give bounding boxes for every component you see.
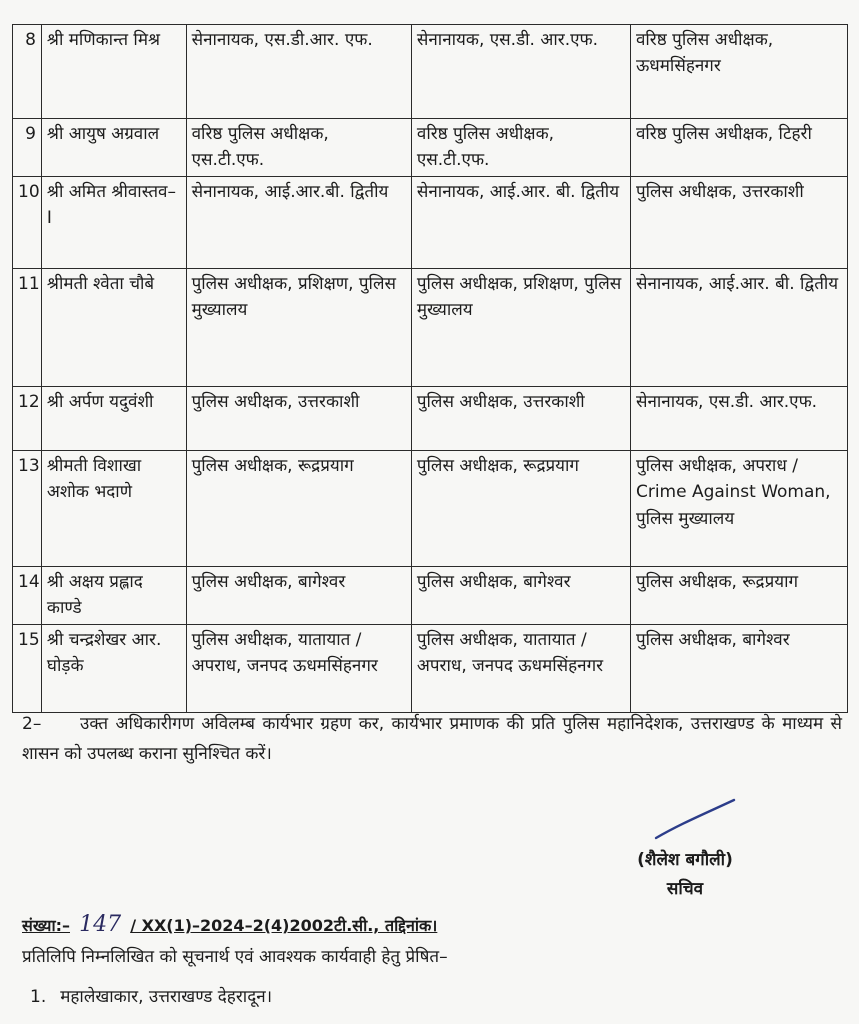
serial-number: 10 [13,177,42,269]
current-posting: पुलिस अधीक्षक, यातायात / अपराध, जनपद ऊधमसिंहनगर [186,625,411,713]
serial-number: 15 [13,625,42,713]
table-row [13,119,848,177]
paragraph-text: उक्त अधिकारीगण अविलम्ब कार्यभार ग्रहण कर, कार्यभार प्रमाणक की प्रति पुलिस महानिदेशक, उत्तराखण्ड के माध्यम से शासन को उपलब्ध कराना सुनिश्चित करें। [22,714,842,764]
signature-mark [652,796,742,844]
serial-number: 14 [13,567,42,625]
new-posting: सेनानायक, आई.आर. बी. द्वितीय [630,269,847,387]
transfer-table [12,24,848,713]
current-posting: सेनानायक, आई.आर.बी. द्वितीय [186,177,411,269]
posted-as: पुलिस अधीक्षक, प्रशिक्षण, पुलिस मुख्यालय [411,269,630,387]
table-row [13,269,848,387]
officer-name: श्री अमित श्रीवास्तव–I [41,177,186,269]
current-posting: पुलिस अधीक्षक, उत्तरकाशी [186,387,411,451]
reference-number: / XX(1)–2024–2(4)2002टी.सी., तद्दिनांक। [130,916,438,935]
table-row [13,387,848,451]
reference-line [22,912,437,937]
copy-intro: प्रतिलिपि निम्नलिखित को सूचनार्थ एवं आवश्यक कार्यवाही हेतु प्रेषित– [22,947,448,967]
table-row [13,567,848,625]
new-posting: वरिष्ठ पुलिस अधीक्षक, ऊधमसिंहनगर [630,25,847,119]
paragraph-number: 2– [22,714,42,734]
table-row [13,451,848,567]
list-item [30,984,272,1007]
posted-as: पुलिस अधीक्षक, बागेश्वर [411,567,630,625]
officer-name: श्रीमती विशाखा अशोक भदाणे [41,451,186,567]
officer-name: श्री अर्पण यदुवंशी [41,387,186,451]
new-posting: पुलिस अधीक्षक, रूद्रप्रयाग [630,567,847,625]
current-posting: पुलिस अधीक्षक, रूद्रप्रयाग [186,451,411,567]
new-posting: पुलिस अधीक्षक, अपराध / Crime Against Woman, पुलिस मुख्यालय [630,451,847,567]
officer-name: श्री आयुष अग्रवाल [41,119,186,177]
officer-name: श्रीमती श्वेता चौबे [41,269,186,387]
new-posting: वरिष्ठ पुलिस अधीक्षक, टिहरी [630,119,847,177]
instruction-paragraph [22,710,842,770]
handwritten-number: 147 [79,912,122,937]
table-row [13,177,848,269]
table-row [13,625,848,713]
posted-as: सेनानायक, एस.डी. आर.एफ. [411,25,630,119]
posted-as: पुलिस अधीक्षक, रूद्रप्रयाग [411,451,630,567]
posted-as: वरिष्ठ पुलिस अधीक्षक, एस.टी.एफ. [411,119,630,177]
serial-number: 11 [13,269,42,387]
officer-name: श्री चन्द्रशेखर आर. घोड़के [41,625,186,713]
table-row [13,25,848,119]
signatory-name: (शैलेश बगौली) [637,850,733,870]
serial-number: 12 [13,387,42,451]
new-posting: सेनानायक, एस.डी. आर.एफ. [630,387,847,451]
posted-as: पुलिस अधीक्षक, यातायात / अपराध, जनपद ऊधमसिंहनगर [411,625,630,713]
copy-item-text: महालेखाकार, उत्तराखण्ड देहरादून। [60,987,273,1007]
posted-as: पुलिस अधीक्षक, उत्तरकाशी [411,387,630,451]
officer-name: श्री अक्षय प्रह्लाद काण्डे [41,567,186,625]
new-posting: पुलिस अधीक्षक, उत्तरकाशी [630,177,847,269]
officer-name: श्री मणिकान्त मिश्र [41,25,186,119]
posted-as: सेनानायक, आई.आर. बी. द्वितीय [411,177,630,269]
serial-number: 9 [13,119,42,177]
signatory-designation: सचिव [666,878,704,899]
current-posting: पुलिस अधीक्षक, बागेश्वर [186,567,411,625]
reference-label: संख्या:– [22,916,70,935]
current-posting: वरिष्ठ पुलिस अधीक्षक, एस.टी.एफ. [186,119,411,177]
signatory-block [600,846,770,904]
serial-number: 8 [13,25,42,119]
copy-item-number: 1. [30,987,47,1007]
serial-number: 13 [13,451,42,567]
current-posting: सेनानायक, एस.डी.आर. एफ. [186,25,411,119]
current-posting: पुलिस अधीक्षक, प्रशिक्षण, पुलिस मुख्यालय [186,269,411,387]
new-posting: पुलिस अधीक्षक, बागेश्वर [630,625,847,713]
